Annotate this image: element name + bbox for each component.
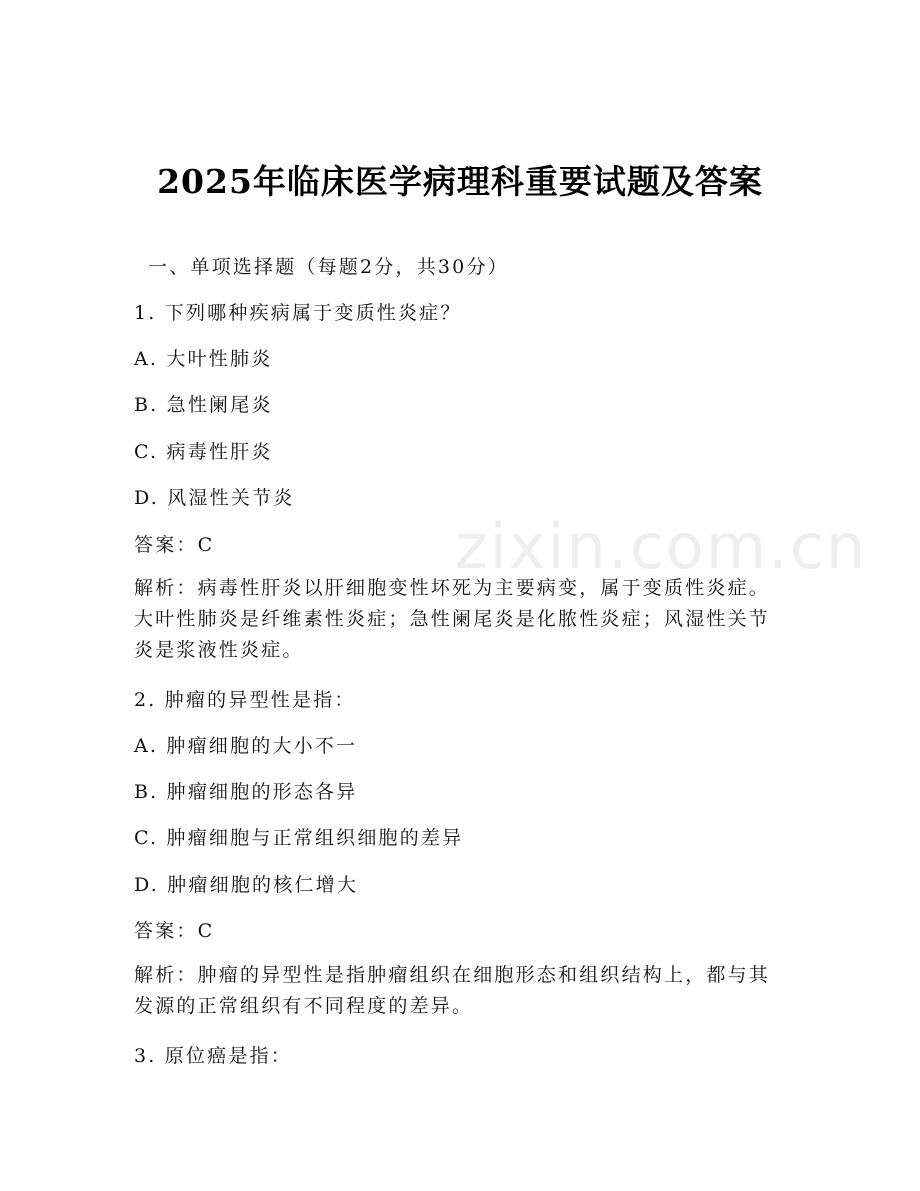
- question-2-option-a: A. 肿瘤细胞的大小不一: [134, 735, 358, 757]
- question-1-option-d: D. 风湿性关节炎: [134, 487, 295, 509]
- analysis-line: 解析：病毒性肝炎以肝细胞变性坏死为主要病变，属于变质性炎症。: [134, 577, 771, 599]
- question-2-analysis: [134, 960, 784, 1022]
- question-2-answer: 答案：C: [134, 920, 215, 942]
- question-2-option-c: C. 肿瘤细胞与正常组织细胞的差异: [134, 827, 464, 849]
- question-1-answer: 答案：C: [134, 534, 215, 556]
- question-1-option-a: A. 大叶性肺炎: [134, 348, 273, 370]
- question-1-option-b: B. 急性阑尾炎: [134, 394, 273, 416]
- question-2-option-b: B. 肿瘤细胞的形态各异: [134, 781, 358, 803]
- question-2-option-d: D. 肿瘤细胞的核仁增大: [134, 874, 359, 896]
- section-heading: 一、单项选择题（每题2分，共30分）: [148, 256, 509, 278]
- question-1-stem: 1. 下列哪种疾病属于变质性炎症？: [134, 302, 462, 324]
- question-3-stem: 3. 原位癌是指：: [134, 1045, 292, 1067]
- watermark: zixin.com.cn: [455, 510, 868, 583]
- analysis-line: 解析：肿瘤的异型性是指肿瘤组织在细胞形态和组织结构上，都与其: [134, 964, 771, 986]
- analysis-line: 炎是浆液性炎症。: [134, 639, 304, 661]
- question-1-option-c: C. 病毒性肝炎: [134, 441, 273, 463]
- question-2-stem: 2. 肿瘤的异型性是指：: [134, 689, 356, 711]
- analysis-line: 大叶性肺炎是纤维素性炎症；急性阑尾炎是化脓性炎症；风湿性关节: [134, 608, 771, 630]
- analysis-line: 发源的正常组织有不同程度的差异。: [134, 995, 474, 1017]
- document-title: 2025年临床医学病理科重要试题及答案: [157, 162, 763, 201]
- question-1-analysis: [134, 573, 784, 666]
